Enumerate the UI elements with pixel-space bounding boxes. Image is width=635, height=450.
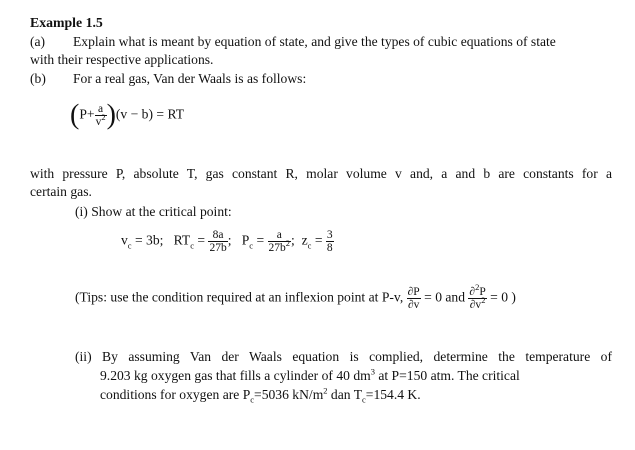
part-a-line2: with their respective applications. [30, 52, 214, 67]
part-i-label: (i) Show at the critical point: [75, 204, 232, 219]
part-ii-line1: (ii) By assuming Van der Waals equation is complied, determine the temperature of [75, 349, 612, 364]
part-b-desc-line2: certain gas. [30, 184, 92, 199]
part-a-line1: Explain what is meant by equation of state, and give the types of cubic equations of state [73, 34, 556, 49]
critical-point-relations: $v_c = 3b$; $RT_c$ = $\frac{8a}{27b}$ ; $P_c$ = $\frac{a}{27b^2}$ ; $z_c$ = $\frac{3}{8}$ [121, 229, 333, 254]
part-b-desc-line1: with pressure P, absolute T, gas constant R, molar volume v and, a and b are constants for a [30, 166, 612, 181]
example-title: Example 1.5 [30, 15, 103, 30]
part-a-label: (a) [30, 34, 46, 49]
part-b-intro: For a real gas, Van der Waals is as follows: [73, 71, 307, 86]
part-ii-line3: conditions for oxygen are $P_c=5036$ $kN/m^2$ dan $T_c=154.4$ K. [100, 385, 421, 405]
tips-line: (Tips: use the condition required at an inflexion point at P-v, $\frac{\partial P}{\partial v}$ = 0 and $\frac{\partial^2P}{\partial v^2}$ = 0 ) [75, 282, 516, 311]
van-der-waals-equation: (P+ $\frac{a}{v^2}$ )(v − b) = RT [70, 99, 185, 131]
part-b-label: (b) [30, 71, 46, 86]
part-ii-line2: 9.203 kg oxygen gas that fills a cylinder of 40 $dm^3$ at P=150 atm. The critical [100, 366, 520, 383]
